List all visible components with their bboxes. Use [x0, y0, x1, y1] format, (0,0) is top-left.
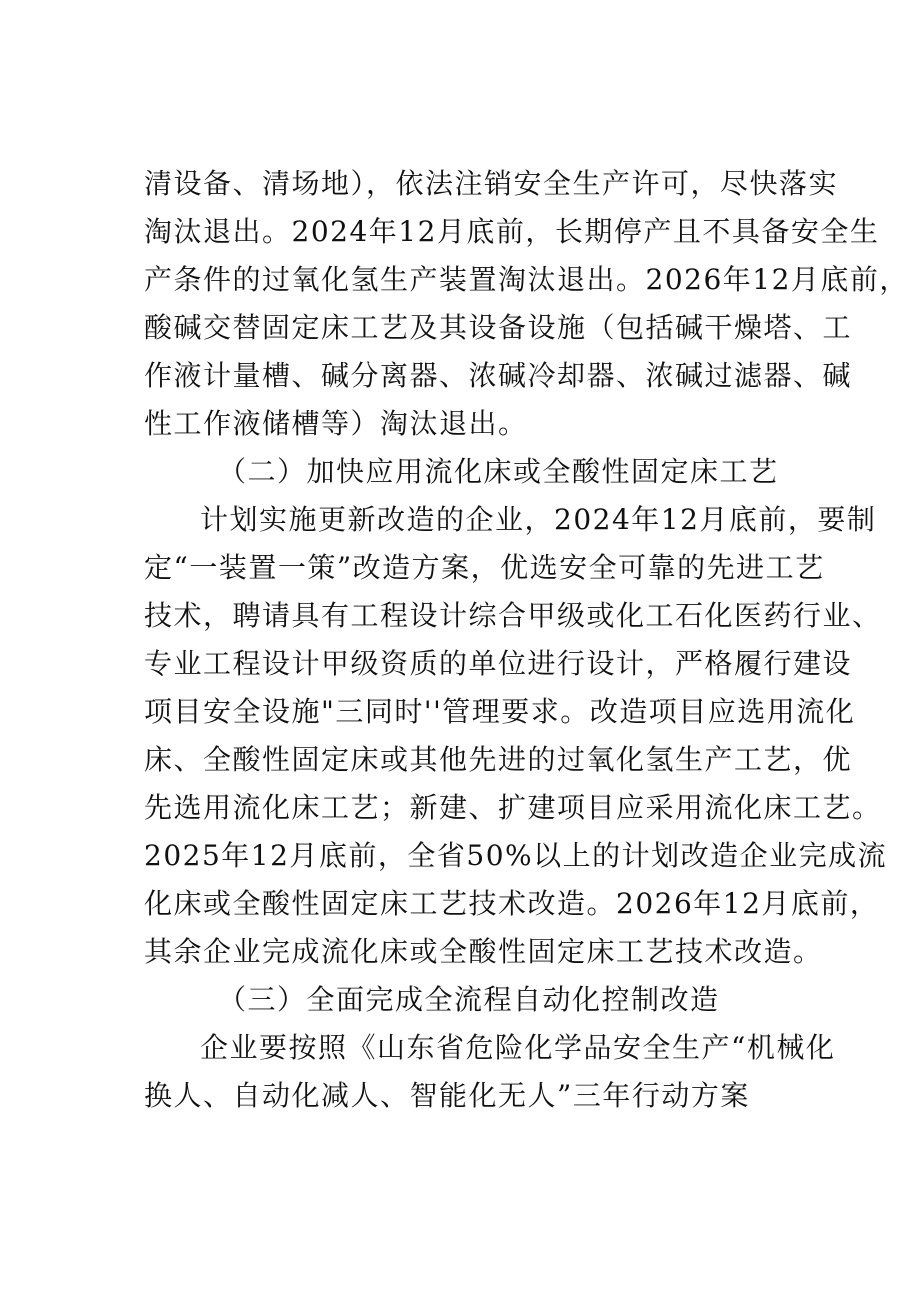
body-text-line: 计划实施更新改造的企业，2024年12月底前，要制 [200, 503, 877, 536]
body-text-line: 化床或全酸性固定床工艺技术改造。2026年12月底前， [144, 887, 880, 920]
body-text-line: 换人、自动化减人、智能化无人”三年行动方案 [144, 1079, 750, 1112]
section-heading: （二）加快应用流化床或全酸性固定床工艺 [218, 455, 779, 488]
body-text-line: 其余企业完成流化床或全酸性固定床工艺技术改造。 [144, 935, 823, 968]
body-text-line: 性工作液储槽等）淘汰退出。 [144, 407, 528, 440]
body-text-line: 2025年12月底前，全省50%以上的计划改造企业完成流 [144, 839, 888, 872]
body-text-line: 先选用流化床工艺；新建、扩建项目应采用流化床工艺。 [144, 791, 882, 824]
body-text-line: 专业工程设计甲级资质的单位进行设计，严格履行建设 [144, 647, 853, 680]
body-text-line: 产条件的过氧化氢生产装置淘汰退出。2026年12月底前， [144, 263, 909, 296]
body-text-line: 床、全酸性固定床或其他先进的过氧化氢生产工艺，优 [144, 743, 853, 776]
section-heading: （三）全面完成全流程自动化控制改造 [218, 983, 720, 1016]
body-text-line: 酸碱交替固定床工艺及其设备设施（包括碱干燥塔、工 [144, 311, 853, 344]
body-text-line: 清设备、清场地），依法注销安全生产许可，尽快落实 [144, 167, 839, 200]
body-text-line: 项目安全设施"三同时''管理要求。改造项目应选用流化 [144, 695, 856, 728]
body-text-line: 淘汰退出。2024年12月底前，长期停产且不具备安全生 [144, 215, 880, 248]
body-text-line: 作液计量槽、碱分离器、浓碱冷却器、浓碱过滤器、碱 [144, 359, 853, 392]
body-text-line: 定“一装置一策”改造方案，优选安全可靠的先进工艺 [144, 551, 825, 584]
body-text-line: 技术，聘请具有工程设计综合甲级或化工石化医药行业、 [144, 599, 882, 632]
body-text-line: 企业要按照《山东省危险化学品安全生产“机械化 [200, 1031, 836, 1064]
